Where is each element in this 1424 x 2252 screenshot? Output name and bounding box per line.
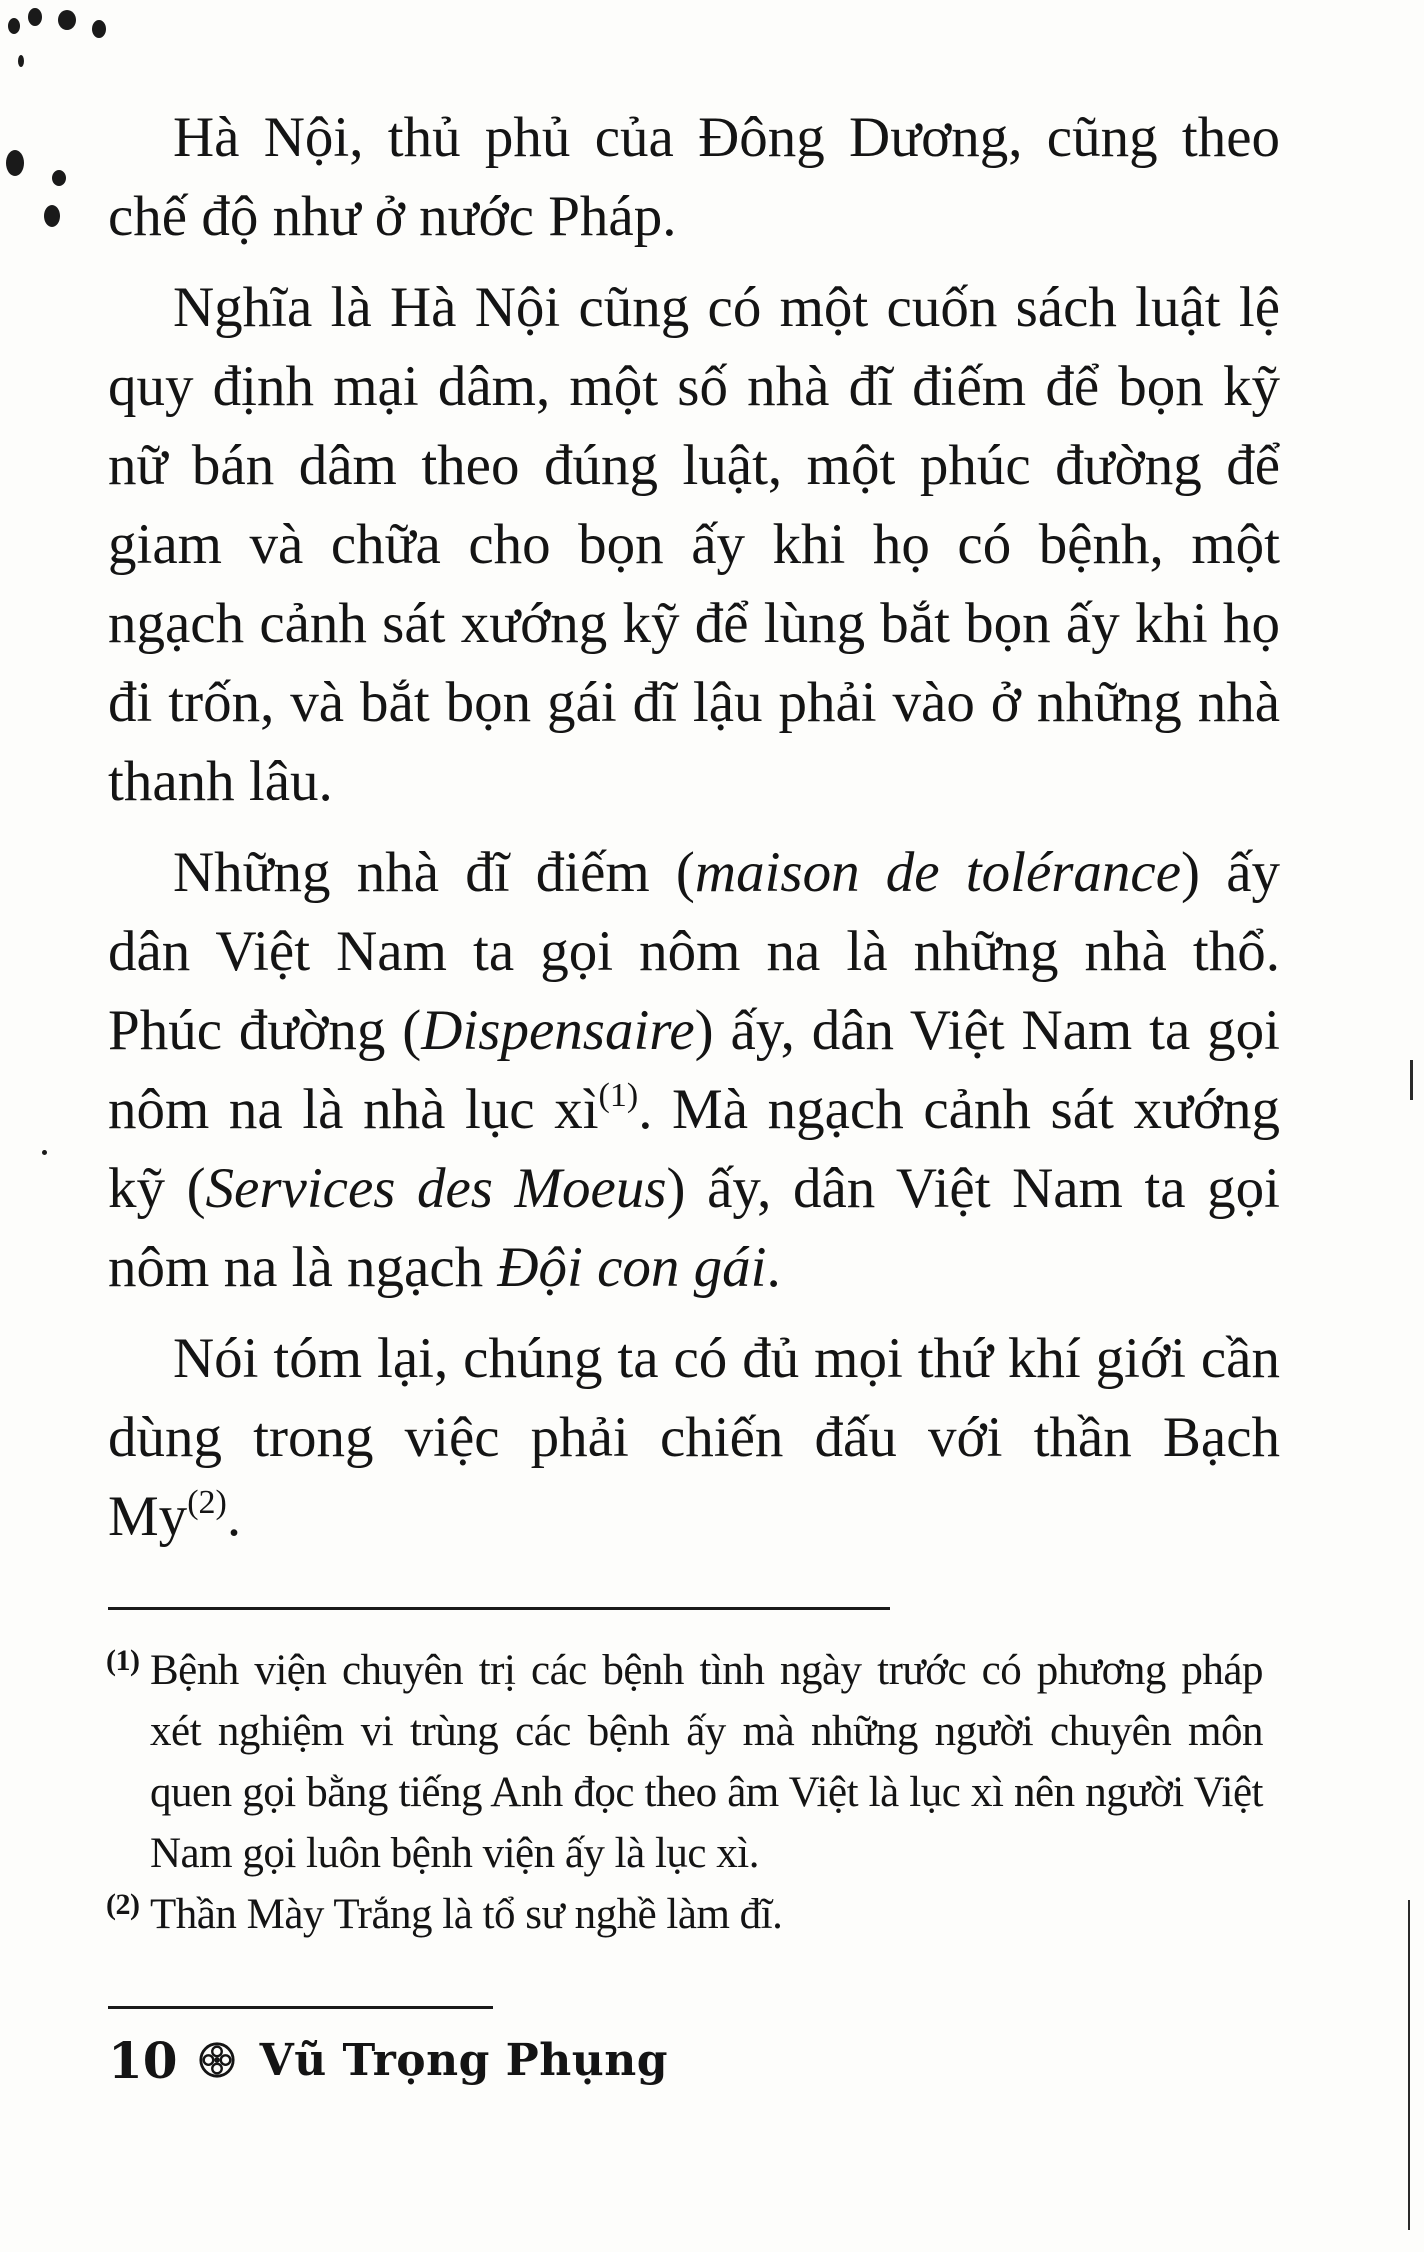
ink-speck	[42, 1150, 47, 1155]
page-edge-line	[1410, 1060, 1413, 1100]
ink-speck	[28, 8, 42, 26]
paragraph	[108, 1319, 1280, 1556]
footnotes	[108, 1640, 1263, 1945]
text-run: . Mà ngạch cảnh sát xướng kỹ (	[108, 1078, 1280, 1220]
text-run: Những nhà đĩ điếm (	[173, 841, 695, 904]
footnote-1	[108, 1640, 1263, 1884]
text-run: Nói tóm lại, chúng ta có đủ mọi thứ khí giới cần dùng trong việc phải chiến đấu với thần Bạch My	[108, 1327, 1280, 1548]
ink-speck	[18, 55, 24, 67]
footnote-text: Bệnh viện chuyên trị các bệnh tình ngày trước có phương pháp xét nghiệm vi trùng các bệnh ấy mà những người chuyên môn quen gọi bằng tiếng Anh đọc theo âm Việt là lục xì nên người Việt Nam gọi luôn bệnh viện ấy là lục xì.	[150, 1647, 1263, 1877]
body-text	[108, 98, 1280, 1568]
text-run: Nghĩa là Hà Nội cũng có một cuốn sách luật lệ quy định mại dâm, một số nhà đĩ điếm để bọn kỹ nữ bán dâm theo đúng luật, một phúc đường để giam và chữa cho bọn ấy khi họ có bệnh, một ngạch cảnh sát xướng kỹ để lùng bắt bọn ấy khi họ đi trốn, và bắt bọn gái đĩ lậu phải vào ở những nhà thanh lâu.	[108, 276, 1280, 813]
ink-speck	[58, 10, 76, 30]
flower-icon	[198, 2041, 236, 2079]
ink-speck	[6, 150, 24, 176]
text-run: .	[226, 1485, 242, 1548]
page-footer	[108, 2025, 668, 2095]
page-number: 10	[108, 2030, 178, 2090]
paragraph	[108, 98, 1280, 256]
footer-separator	[108, 2006, 493, 2009]
ink-speck	[92, 20, 106, 38]
text-run: Hà Nội, thủ phủ của Đông Dương, cũng theo chế độ như ở nước Pháp.	[108, 106, 1280, 248]
text-run: ) ấy dân Việt Nam ta gọi nôm na là những nhà thổ. Phúc đường (	[108, 841, 1281, 1062]
text-run: ) ấy, dân Việt Nam ta gọi nôm na là ngạch	[108, 1157, 1280, 1299]
page-edge-line	[1408, 1900, 1410, 2230]
text-run: ) ấy, dân Việt Nam ta gọi nôm na là nhà lục xì	[108, 999, 1280, 1141]
italic-term: Dispensaire	[421, 999, 695, 1062]
italic-term: maison de tolérance	[694, 841, 1182, 904]
ink-speck	[52, 170, 66, 186]
text-run: .	[766, 1236, 781, 1299]
ink-speck	[8, 18, 20, 34]
footnote-mark: (2)	[106, 1888, 140, 1921]
footnote-ref: (2)	[187, 1484, 227, 1521]
footnote-text: Thần Mày Trắng là tổ sư nghề làm đĩ.	[150, 1891, 783, 1938]
footnote-mark: (1)	[106, 1644, 140, 1677]
paragraph	[108, 833, 1280, 1307]
italic-term: Đội con gái	[497, 1236, 767, 1299]
author-name: Vũ Trọng Phụng	[259, 2034, 669, 2086]
footnote-separator	[108, 1607, 890, 1610]
paragraph	[108, 268, 1280, 821]
italic-term: Services des Moeus	[205, 1157, 667, 1220]
footnote-2	[108, 1884, 1263, 1945]
ink-speck	[44, 205, 60, 227]
footnote-ref: (1)	[598, 1077, 639, 1114]
